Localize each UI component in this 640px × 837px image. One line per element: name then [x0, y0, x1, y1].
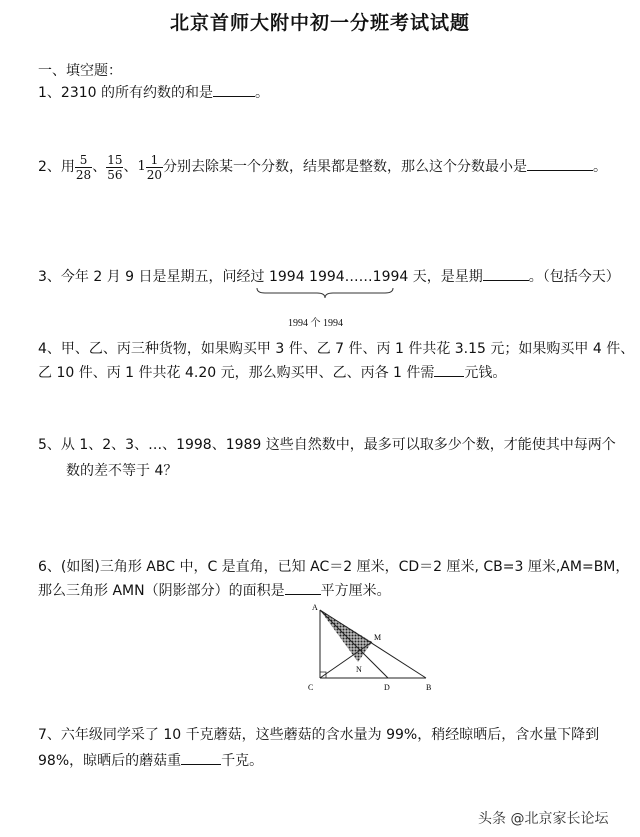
question-7-line-1: 7、六年级同学采了 10 千克蘑菇，这些蘑菇的含水量为 99%，稍经晾晒后，含水量下降到	[38, 727, 600, 743]
label-d: D	[384, 683, 390, 692]
fraction-5-28: $\frac{5}{28}$	[75, 152, 92, 182]
question-2	[38, 152, 607, 182]
label-b: B	[426, 683, 432, 692]
answer-blank-3	[483, 266, 529, 281]
separator: 、	[92, 159, 107, 175]
question-5-line-2: 数的差不等于 4？	[66, 463, 178, 479]
question-1	[38, 82, 269, 104]
answer-blank-2	[527, 156, 593, 171]
question-5-line-1: 5、从 1、2、3、…、1998、1989 这些自然数中，最多可以取多少个数，才能使其中每两个	[38, 437, 616, 453]
fraction-1-20: $\frac{1}{20}$	[146, 152, 163, 182]
question-3-text: 3、今年 2 月 9 日是星期五，问经过 1994 1994……1994 天，是星期	[38, 269, 483, 285]
section-heading: 一、填空题：	[38, 63, 122, 79]
page-title: 北京首师大附中初一分班考试试题	[169, 12, 470, 34]
answer-blank-1	[213, 82, 255, 97]
mixed-number-whole: 1	[137, 159, 146, 174]
question-6-text: 那么三角形 AMN（阴影部分）的面积是	[38, 583, 285, 599]
question-1-end: 。	[255, 85, 269, 101]
question-4-line-1: 4、甲、乙、丙三种货物，如果购买甲 3 件、乙 7 件、丙 1 件共花 3.15 元；如果购买甲 4 件、	[38, 341, 635, 357]
segment-ad	[320, 610, 388, 678]
label-n: N	[356, 665, 362, 674]
question-3	[38, 266, 620, 288]
question-2-text: 分别去除某一个分数，结果都是整数，那么这个分数最小是	[163, 159, 528, 175]
label-c: C	[308, 683, 314, 692]
question-4-text: 乙 10 件、丙 1 件共花 4.20 元，那么购买甲、乙、丙各 1 件需	[38, 365, 435, 381]
label-m: M	[374, 633, 382, 642]
question-2-end: 。	[593, 159, 608, 175]
answer-blank-6	[285, 580, 321, 595]
question-6-end: 平方厘米。	[320, 583, 391, 599]
question-3-end: 。（包括今天）	[528, 269, 620, 285]
segment-cm	[320, 642, 372, 678]
answer-blank-7	[181, 750, 221, 765]
question-4-end: 元钱。	[464, 365, 507, 381]
triangle-figure	[300, 598, 450, 698]
underbrace-icon	[255, 286, 395, 300]
question-7-text: 98%，晾晒后的蘑菇重	[38, 753, 182, 769]
separator: 、	[123, 159, 138, 175]
underbrace-label: 1994 个 1994	[288, 318, 343, 329]
question-4-line-2	[38, 362, 506, 384]
question-2-prefix: 2、用	[38, 159, 75, 175]
question-1-text: 1、2310 的所有约数的和是	[38, 85, 213, 101]
fraction-15-56: $\frac{15}{56}$	[107, 152, 123, 182]
answer-blank-4	[434, 362, 464, 377]
question-7-line-2	[38, 750, 263, 772]
question-7-end: 千克。	[221, 753, 264, 769]
watermark: 头条 @北京家长论坛	[478, 811, 609, 827]
label-a: A	[312, 603, 318, 612]
question-6-line-1: 6、(如图)三角形 ABC 中，C 是直角，已知 AC＝2 厘米，CD＝2 厘米, CB=3 厘米,AM=BM，	[38, 559, 630, 575]
segment-ab	[320, 610, 426, 678]
